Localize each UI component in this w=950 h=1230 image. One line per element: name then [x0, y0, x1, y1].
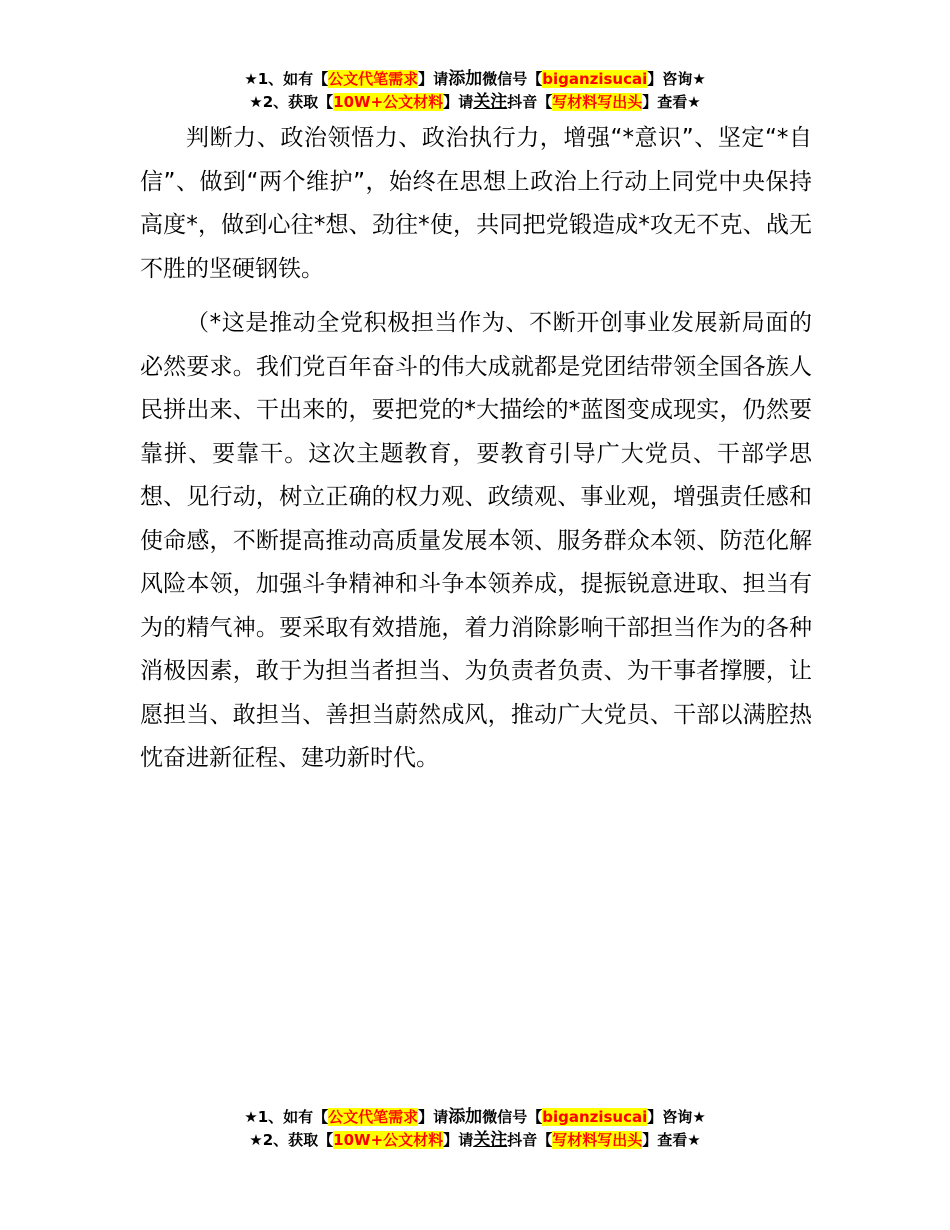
bracket: 【: [313, 1108, 329, 1126]
paragraph-1: 判断力、政治领悟力、政治执行力，增强“*意识”、坚定“*自信”、做到“两个维护”，始终在思想上政治上行动上同党中央保持高度*，做到心往*想、劲往*使，共同把党锻造成*攻无不克、战无不胜的坚硬钢铁。: [140, 125, 812, 282]
banner-text: 微信号: [482, 1108, 528, 1126]
paragraph-2: （*这是推动全党积极担当作为、不断开创事业发展新局面的必然要求。我们党百年奋斗的伟大成就都是党团结带领全国各族人民拼出来、干出来的，要把党的*大描绘的*蓝图变成现实，仍然要靠拼、要靠干。这次主题教育，要教育引导广大党员、干部学思想、见行动，树立正确的权力观、政绩观、事业观，增强责任感和使命感，不断提高推动高质量发展本领、服务群众本领、防范化解风险本领，加强斗争精神和斗争本领养成，提振锐意进取、担当有为的精气神。要采取有效措施，着力消除影响干部担当作为的各种消极因素，敢于为担当者担当、为负责者负责、为干事者撑腰，让愿担当、敢担当、善担当蔚然成风，推动广大党员、干部以满腔热忱奋进新征程、建功新时代。: [140, 310, 812, 771]
banner-text: 请: [458, 1131, 474, 1149]
footer-banner-line-1: [0, 1106, 950, 1129]
star-icon: ★: [687, 93, 701, 111]
bracket: 【: [537, 1131, 553, 1149]
star-icon: ★: [249, 93, 263, 111]
highlight-douyin-account: 写材料写出头: [552, 93, 643, 111]
star-icon: ★: [692, 70, 706, 88]
bracket: 】: [642, 1131, 658, 1149]
banner-text: 抖音: [507, 93, 538, 111]
banner-emphasis: 添加: [448, 69, 483, 89]
banner-text: 2、获取: [262, 1131, 319, 1149]
footer-banner: [0, 1106, 950, 1152]
star-icon: ★: [244, 70, 258, 88]
banner-text: 1、如有: [257, 1108, 314, 1126]
bracket: 】: [418, 1108, 434, 1126]
bracket: 【: [527, 1108, 543, 1126]
star-icon: ★: [687, 1131, 701, 1149]
banner-text: 抖音: [507, 1131, 538, 1149]
header-banner: [0, 68, 950, 114]
banner-text: 请: [433, 70, 449, 88]
bracket: 【: [318, 1131, 334, 1149]
bracket: 】: [647, 1108, 663, 1126]
banner-emphasis: 关注: [473, 92, 508, 112]
document-body: [140, 117, 812, 781]
highlight-materials: 10W+公文材料: [333, 1131, 444, 1149]
footer-banner-line-2: [0, 1129, 950, 1152]
bracket: 】: [443, 1131, 459, 1149]
bracket: 【: [537, 93, 553, 111]
bracket: 【: [313, 70, 329, 88]
highlight-wechat-id: biganzisucai: [542, 70, 648, 88]
header-banner-line-1: [0, 68, 950, 91]
star-icon: ★: [692, 1108, 706, 1126]
bracket: 】: [647, 70, 663, 88]
banner-text: 查看: [657, 1131, 688, 1149]
highlight-douyin-account: 写材料写出头: [552, 1131, 643, 1149]
banner-text: 微信号: [482, 70, 528, 88]
highlight-materials: 10W+公文材料: [333, 93, 444, 111]
highlight-service: 公文代笔需求: [328, 1108, 419, 1126]
header-banner-line-2: [0, 91, 950, 114]
banner-emphasis: 关注: [473, 1130, 508, 1150]
bracket: 【: [318, 93, 334, 111]
bracket: 】: [642, 93, 658, 111]
bracket: 【: [527, 70, 543, 88]
star-icon: ★: [244, 1108, 258, 1126]
highlight-service: 公文代笔需求: [328, 70, 419, 88]
banner-emphasis: 添加: [448, 1107, 483, 1127]
star-icon: ★: [249, 1131, 263, 1149]
banner-text: 查看: [657, 93, 688, 111]
banner-text: 2、获取: [262, 93, 319, 111]
banner-text: 请: [458, 93, 474, 111]
highlight-wechat-id: biganzisucai: [542, 1108, 648, 1126]
banner-text: 1、如有: [257, 70, 314, 88]
banner-text: 咨询: [662, 1108, 693, 1126]
banner-text: 咨询: [662, 70, 693, 88]
banner-text: 请: [433, 1108, 449, 1126]
bracket: 】: [443, 93, 459, 111]
bracket: 】: [418, 70, 434, 88]
